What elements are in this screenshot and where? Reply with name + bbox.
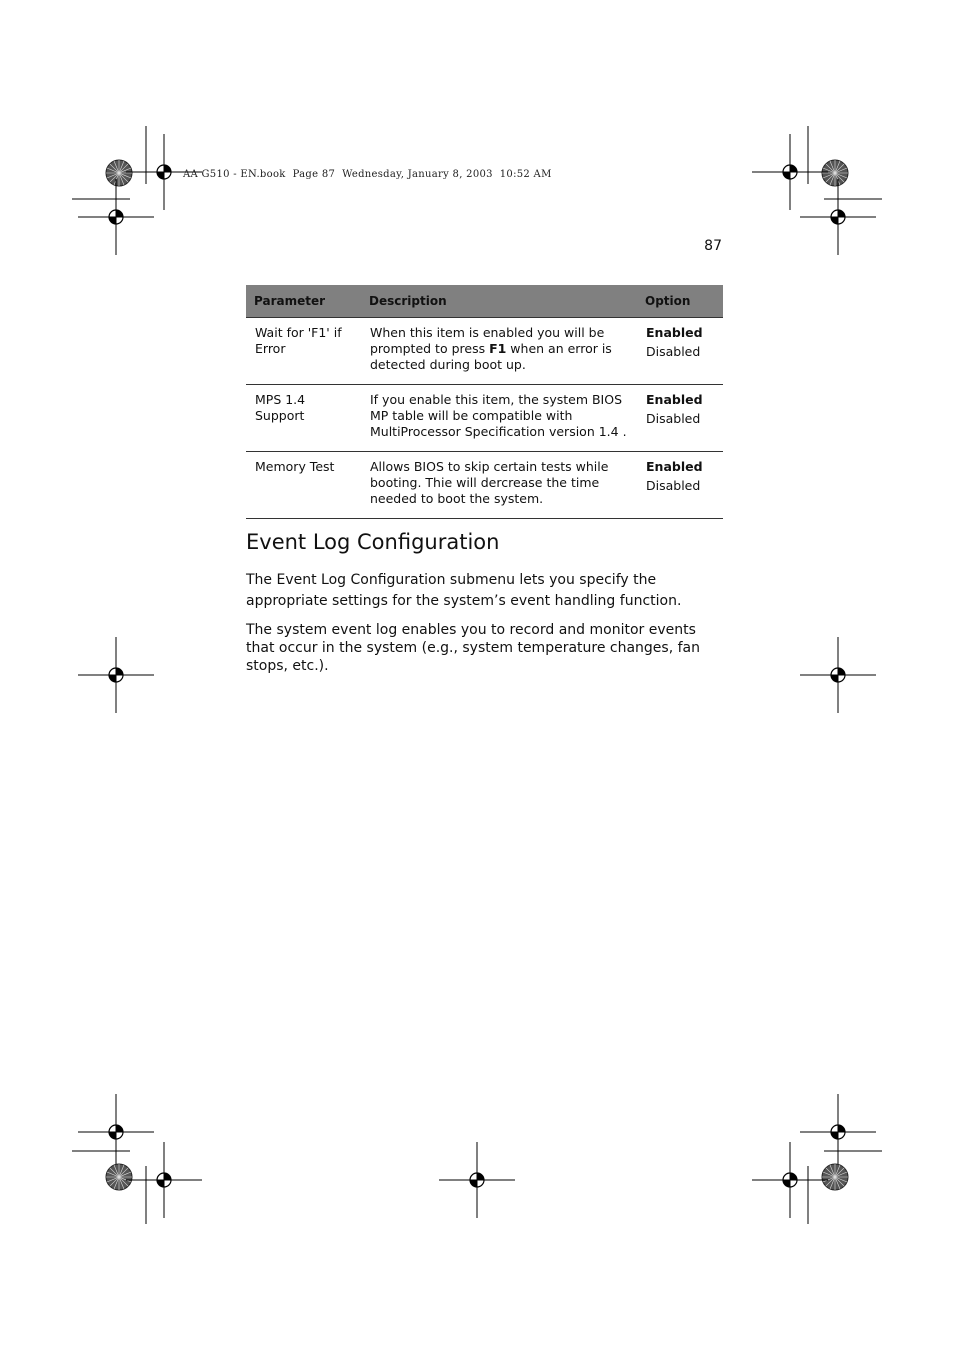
registration-mark-icon [752,134,828,210]
option-default: Enabled [646,325,703,340]
option-alt: Disabled [646,411,701,426]
option-default: Enabled [646,392,703,407]
registration-mark-icon [800,637,876,713]
description-cell: If you enable this item, the system BIOS MP table will be compatible with MultiProcessor Specification version 1.4 . [361,385,637,452]
option-cell [637,452,723,519]
option-alt: Disabled [646,478,701,493]
table-row [246,318,723,385]
parameter-cell: Memory Test [246,452,361,519]
table-row [246,385,723,452]
option-cell [637,385,723,452]
option-default: Enabled [646,459,703,474]
registration-mark-icon [800,1094,876,1170]
header-option: Option [637,285,723,318]
header-description: Description [361,285,637,318]
registration-mark-icon [126,1142,202,1218]
section-title: Event Log Configuration [246,530,500,554]
description-cell: Allows BIOS to skip certain tests while booting. Thie will dercrease the time needed to boot the system. [361,452,637,519]
registration-star-icon [822,1164,848,1190]
description-cell: When this item is enabled you will be prompted to press F1 when an error is detected during boot up. [361,318,637,385]
key-label: F1 [489,341,507,356]
page-number: 87 [704,238,722,254]
parameter-table [246,285,723,519]
header-parameter: Parameter [246,285,361,318]
section-paragraph-1: The Event Log Configuration submenu lets you specify the appropriate settings for the system’s event handling function. [246,572,682,609]
registration-mark-icon [800,179,876,255]
option-alt: Disabled [646,344,701,359]
registration-star-icon [106,160,132,186]
registration-mark-icon [439,1142,515,1218]
registration-mark-icon [752,1142,828,1218]
parameter-cell: MPS 1.4 Support [246,385,361,452]
print-header: AA G510 - EN.book Page 87 Wednesday, January 8, 2003 10:52 AM [183,169,552,180]
registration-star-icon [822,160,848,186]
option-cell [637,318,723,385]
section-paragraph-2: The system event log enables you to record and monitor events that occur in the system (e.g., system temperature changes, fan stops, etc.). [246,622,700,674]
table-header-row [246,285,723,318]
registration-star-icon [106,1164,132,1190]
parameter-cell: Wait for 'F1' if Error [246,318,361,385]
registration-mark-icon [78,637,154,713]
registration-mark-icon [78,1094,154,1170]
registration-mark-icon [78,179,154,255]
table-row [246,452,723,519]
